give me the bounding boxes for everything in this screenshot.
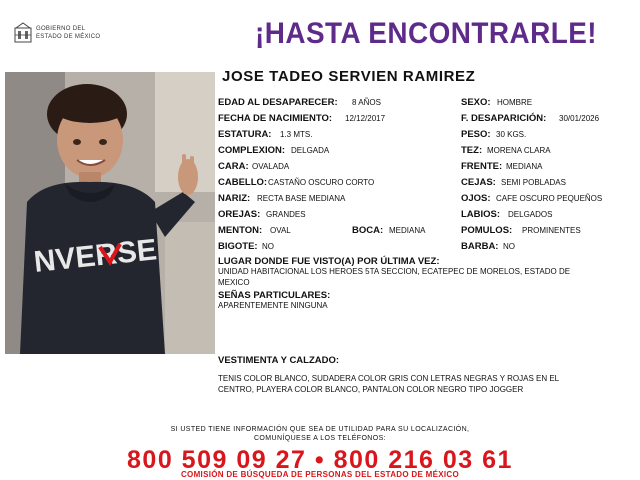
cara-label: CARA: [218,161,249,172]
sexo-value: HOMBRE [497,98,533,107]
lugar-label: LUGAR DONDE FUE VISTO(A) POR ÚLTIMA VEZ: [218,256,440,267]
page-title: ¡HASTA ENCONTRARLE! [255,17,598,50]
lugar-line2: MEXICO [218,277,250,287]
labios-label: LABIOS: [461,209,501,220]
senas-label: SEÑAS PARTICULARES: [218,290,331,301]
lugar-line1: UNIDAD HABITACIONAL LOS HEROES 5TA SECCION, ECATEPEC DE MORELOS, ESTADO DE [218,267,571,276]
tez-label: TEZ: [461,145,483,156]
complexion-value: DELGADA [291,146,330,155]
bigote-label: BIGOTE: [218,241,258,252]
orejas-label: OREJAS: [218,209,261,220]
edad-value: 8 AÑOS [352,98,381,107]
nacimiento-value: 12/12/2017 [345,114,386,123]
pomulos-value: PROMINENTES [522,226,581,235]
coat-of-arms-icon [14,22,32,44]
nariz-label: NARIZ: [218,193,251,204]
edad-label: EDAD AL DESAPARECER: [218,97,338,108]
nariz-value: RECTA BASE MEDIANA [257,194,346,203]
phone-separator: • [314,446,326,474]
peso-value: 30 KGS. [496,130,527,139]
desaparicion-value: 30/01/2026 [559,114,600,123]
menton-value: OVAL [270,226,291,235]
logo-text-line2: ESTADO DE MÉXICO [36,34,101,40]
barba-label: BARBA: [461,241,499,252]
bigote-value: NO [262,242,274,251]
menton-label: MENTON: [218,225,263,236]
barba-value: NO [503,242,515,251]
cara-value: OVALADA [252,162,290,171]
lugar-value [218,267,628,288]
child-photo-icon [5,72,215,354]
government-logo [14,22,132,44]
vestimenta-line2: CENTRO, PLAYERA COLOR BLANCO, PANTALON COLOR NEGRO TIPO JOGGER [218,384,524,394]
tez-value: MORENA CLARA [487,146,551,155]
cabello-label: CABELLO: [218,177,268,188]
phone-number-1[interactable]: 800 509 09 27 [127,446,307,474]
senas-value: APARENTEMENTE NINGUNA [218,301,328,310]
person-name: JOSE TADEO SERVIEN RAMIREZ [222,68,476,85]
desaparicion-label: F. DESAPARICIÓN: [461,113,547,124]
vestimenta-label: VESTIMENTA Y CALZADO: [218,355,340,366]
ojos-label: OJOS: [461,193,491,204]
estatura-label: ESTATURA: [218,129,272,140]
nacimiento-label: FECHA DE NACIMIENTO: [218,113,332,124]
frente-label: FRENTE: [461,161,503,172]
pomulos-label: POMULOS: [461,225,513,236]
sexo-label: SEXO: [461,97,491,108]
orejas-value: GRANDES [266,210,306,219]
labios-value: DELGADOS [508,210,553,219]
boca-label: BOCA: [352,225,384,236]
commission-name: COMISIÓN DE BÚSQUEDA DE PERSONAS DEL ESTADO DE MÉXICO [180,470,459,479]
footer-note-line1: SI USTED TIENE INFORMACIÓN QUE SEA DE UTILIDAD PARA SU LOCALIZACIÓN, [170,426,470,433]
cejas-label: CEJAS: [461,177,496,188]
vestimenta-line1: TENIS COLOR BLANCO, SUDADERA COLOR GRIS CON LETRAS NEGRAS Y ROJAS EN EL [218,374,560,383]
ojos-value: CAFE OSCURO PEQUEÑOS [496,194,603,203]
boca-value: MEDIANA [389,226,426,235]
phone-number-2[interactable]: 800 216 03 61 [333,446,513,474]
peso-label: PESO: [461,129,491,140]
cejas-value: SEMI POBLADAS [501,178,566,187]
footer-note-line2: COMUNÍQUESE A LOS TELÉFONOS: [253,435,387,442]
vestimenta-value [218,374,628,395]
logo-text-line1: GOBIERNO DEL [36,26,86,32]
frente-value: MEDIANA [506,162,543,171]
cabello-value: CASTAÑO OSCURO CORTO [268,178,375,187]
complexion-label: COMPLEXION: [218,145,286,156]
svg-text:NVERSE: NVERSE [32,233,159,279]
estatura-value: 1.3 MTS. [280,130,313,139]
missing-person-photo [5,72,215,354]
